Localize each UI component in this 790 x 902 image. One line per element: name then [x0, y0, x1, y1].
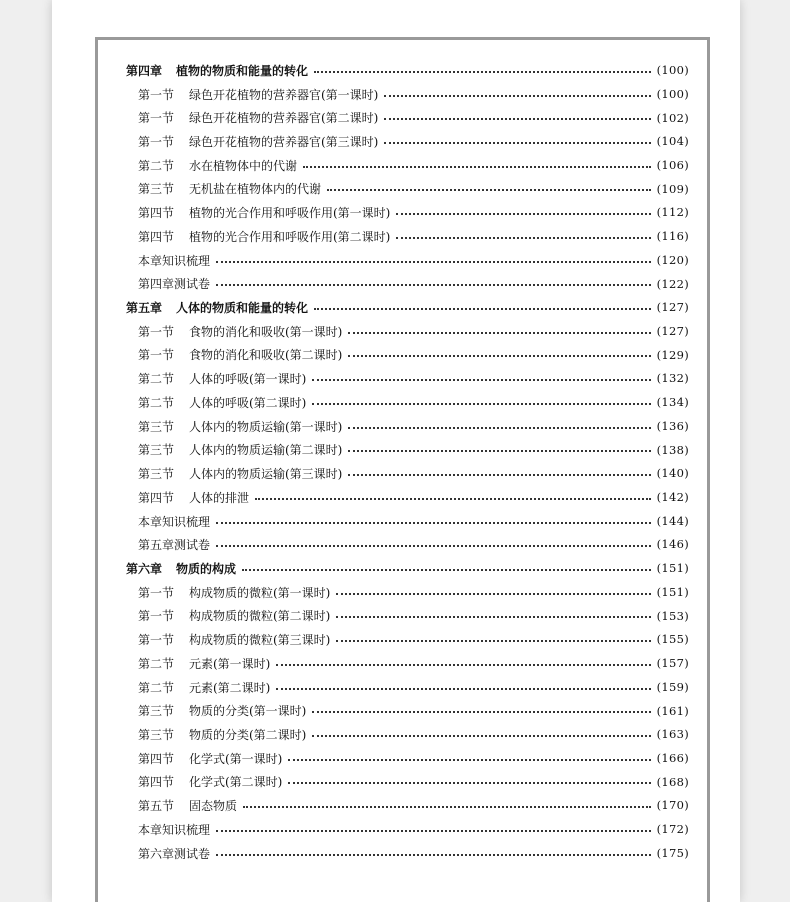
toc-section-entry[interactable]: [126, 320, 689, 344]
toc-section-entry[interactable]: [126, 201, 689, 225]
dot-leader: [216, 284, 651, 286]
toc-section-entry[interactable]: [126, 154, 689, 178]
toc-entry-number: 第五章: [126, 301, 163, 316]
toc-entry-number: 第五节: [138, 799, 175, 814]
dot-leader: [255, 498, 651, 500]
toc-section-entry[interactable]: [126, 676, 689, 700]
toc-entry-number: 第一节: [138, 348, 175, 363]
toc-entry-title: 人体的物质和能量的转化: [176, 301, 309, 316]
dot-leader: [348, 332, 650, 334]
dot-leader: [396, 213, 650, 215]
toc-page-number: (129): [656, 347, 689, 362]
toc-page-number: (168): [656, 774, 689, 789]
toc-page-number: (127): [656, 300, 689, 315]
toc-page-number: (134): [656, 395, 689, 410]
toc-page-number: (142): [656, 490, 689, 505]
dot-leader: [288, 759, 650, 761]
dot-leader: [312, 735, 650, 737]
toc-page-number: (127): [656, 324, 689, 339]
toc-page-number: (159): [656, 679, 689, 694]
toc-entry-number: 第三节: [138, 727, 175, 742]
toc-section-entry[interactable]: [126, 699, 689, 723]
dot-leader: [327, 189, 651, 191]
toc-entry-title: 人体的呼吸(第二课时): [189, 395, 307, 410]
toc-entry-number: 第三节: [138, 443, 175, 458]
toc-entry-title: 绿色开花植物的营养器官(第三课时): [189, 135, 379, 150]
toc-page-number: (153): [656, 608, 689, 623]
toc-entry-title: 化学式(第一课时): [189, 751, 283, 766]
toc-page-number: (102): [656, 110, 689, 125]
toc-entry-number: 第二节: [138, 656, 175, 671]
toc-section-entry[interactable]: [126, 794, 689, 818]
dot-leader: [348, 355, 650, 357]
toc-entry-title: 食物的消化和吸收(第二课时): [189, 348, 343, 363]
toc-entry-title: 第五章测试卷: [138, 538, 211, 553]
toc-entry-title: 本章知识梳理: [138, 253, 211, 268]
toc-chapter-entry[interactable]: [126, 59, 689, 83]
toc-entry-title: 第四章测试卷: [138, 277, 211, 292]
toc-section-entry[interactable]: [126, 106, 689, 130]
dot-leader: [312, 403, 650, 405]
dot-leader: [216, 261, 651, 263]
toc-section-entry[interactable]: [126, 83, 689, 107]
toc-entry-number: 第四节: [138, 229, 175, 244]
toc-page-number: (104): [656, 134, 689, 149]
toc-section-entry[interactable]: [126, 391, 689, 415]
toc-entry-title: 植物的物质和能量的转化: [176, 63, 309, 78]
dot-leader: [336, 616, 650, 618]
toc-page-number: (166): [656, 750, 689, 765]
toc-entry-number: 第二节: [138, 372, 175, 387]
toc-entry-number: 第四节: [138, 775, 175, 790]
dot-leader: [312, 711, 650, 713]
toc-entry-title: 无机盐在植物体内的代谢: [189, 182, 322, 197]
toc-section-entry[interactable]: [126, 628, 689, 652]
toc-page-number: (109): [656, 181, 689, 196]
toc-entry-number: 第四节: [138, 206, 175, 221]
toc-entry-number: 第一节: [138, 324, 175, 339]
toc-entry-title: 人体的呼吸(第一课时): [189, 372, 307, 387]
toc-section-entry[interactable]: [126, 581, 689, 605]
toc-entry-title: 植物的光合作用和呼吸作用(第一课时): [189, 206, 391, 221]
toc-section-entry[interactable]: [126, 652, 689, 676]
dot-leader: [276, 664, 650, 666]
toc-section-entry[interactable]: [126, 510, 689, 534]
toc-page-number: (100): [656, 86, 689, 101]
toc-page-number: (140): [656, 466, 689, 481]
dot-leader: [348, 427, 650, 429]
toc-entry-number: 第三节: [138, 419, 175, 434]
dot-leader: [303, 166, 651, 168]
toc-entry-title: 绿色开花植物的营养器官(第一课时): [189, 87, 379, 102]
dot-leader: [348, 474, 650, 476]
toc-section-entry[interactable]: [126, 533, 689, 557]
toc-entry-title: 人体内的物质运输(第一课时): [189, 419, 343, 434]
toc-page-number: (100): [656, 63, 689, 78]
toc-entry-number: 第三节: [138, 467, 175, 482]
toc-section-entry[interactable]: [126, 272, 689, 296]
toc-page-number: (144): [656, 513, 689, 528]
toc-entry-number: 第二节: [138, 158, 175, 173]
toc-page-number: (112): [656, 205, 689, 220]
toc-entry-title: 元素(第一课时): [189, 656, 271, 671]
toc-entry-title: 植物的光合作用和呼吸作用(第二课时): [189, 229, 391, 244]
toc-entry-title: 第六章测试卷: [138, 846, 211, 861]
toc-entry-number: 第一节: [138, 633, 175, 648]
toc-section-entry[interactable]: [126, 842, 689, 866]
toc-page-number: (132): [656, 371, 689, 386]
toc-chapter-entry[interactable]: [126, 296, 689, 320]
toc-page-number: (175): [656, 845, 689, 860]
toc-page-number: (170): [656, 798, 689, 813]
toc-section-entry[interactable]: [126, 225, 689, 249]
toc-entry-number: 第一节: [138, 585, 175, 600]
dot-leader: [384, 95, 650, 97]
toc-entry-title: 物质的分类(第一课时): [189, 704, 307, 719]
toc-section-entry[interactable]: [126, 486, 689, 510]
toc-entry-title: 固态物质: [189, 799, 238, 814]
toc-page-number: (122): [656, 276, 689, 291]
dot-leader: [384, 118, 650, 120]
toc-entry-number: 第一节: [138, 87, 175, 102]
dot-leader: [216, 830, 651, 832]
toc-page-number: (120): [656, 252, 689, 267]
toc-entry-number: 第三节: [138, 182, 175, 197]
dot-leader: [276, 688, 650, 690]
toc-entry-title: 人体内的物质运输(第二课时): [189, 443, 343, 458]
toc-entry-number: 第二节: [138, 680, 175, 695]
dot-leader: [384, 142, 650, 144]
toc-page-number: (151): [656, 561, 689, 576]
toc-entry-title: 本章知识梳理: [138, 514, 211, 529]
toc-section-entry[interactable]: [126, 723, 689, 747]
toc-entry-number: 第六章: [126, 561, 163, 576]
toc-entry-title: 化学式(第二课时): [189, 775, 283, 790]
toc-section-entry[interactable]: [126, 249, 689, 273]
toc-section-entry[interactable]: [126, 439, 689, 463]
dot-leader: [243, 806, 651, 808]
toc-entry-number: 第一节: [138, 609, 175, 624]
dot-leader: [242, 569, 651, 571]
toc-section-entry[interactable]: [126, 605, 689, 629]
toc-entry-number: 第二节: [138, 395, 175, 410]
toc-page-number: (155): [656, 632, 689, 647]
toc-page-number: (138): [656, 442, 689, 457]
toc-entry-title: 物质的分类(第二课时): [189, 727, 307, 742]
toc-entry-title: 构成物质的微粒(第二课时): [189, 609, 331, 624]
toc-page-number: (163): [656, 727, 689, 742]
table-of-contents: [126, 59, 689, 865]
toc-section-entry[interactable]: [126, 462, 689, 486]
toc-entry-number: 第一节: [138, 135, 175, 150]
toc-entry-title: 构成物质的微粒(第一课时): [189, 585, 331, 600]
toc-section-entry[interactable]: [126, 178, 689, 202]
toc-page-number: (146): [656, 537, 689, 552]
toc-section-entry[interactable]: [126, 367, 689, 391]
toc-page-number: (116): [656, 229, 689, 244]
toc-page-number: (106): [656, 157, 689, 172]
toc-section-entry[interactable]: [126, 818, 689, 842]
toc-entry-title: 水在植物体中的代谢: [189, 158, 298, 173]
toc-page-number: (136): [656, 418, 689, 433]
toc-section-entry[interactable]: [126, 130, 689, 154]
toc-entry-title: 本章知识梳理: [138, 822, 211, 837]
toc-page-number: (151): [656, 584, 689, 599]
dot-leader: [336, 593, 650, 595]
dot-leader: [216, 522, 651, 524]
toc-entry-number: 第四章: [126, 63, 163, 78]
dot-leader: [396, 237, 650, 239]
toc-chapter-entry[interactable]: [126, 557, 689, 581]
toc-entry-title: 人体内的物质运输(第三课时): [189, 467, 343, 482]
toc-entry-number: 第四节: [138, 751, 175, 766]
dot-leader: [348, 450, 650, 452]
toc-entry-number: 第一节: [138, 111, 175, 126]
toc-section-entry[interactable]: [126, 771, 689, 795]
toc-section-entry[interactable]: [126, 747, 689, 771]
toc-entry-title: 元素(第二课时): [189, 680, 271, 695]
toc-section-entry[interactable]: [126, 415, 689, 439]
toc-entry-title: 物质的构成: [176, 561, 237, 576]
toc-entry-number: 第三节: [138, 704, 175, 719]
dot-leader: [314, 71, 651, 73]
dot-leader: [314, 308, 651, 310]
dot-leader: [288, 782, 650, 784]
toc-page-number: (157): [656, 656, 689, 671]
toc-entry-title: 食物的消化和吸收(第一课时): [189, 324, 343, 339]
toc-page-number: (172): [656, 822, 689, 837]
dot-leader: [216, 545, 651, 547]
dot-leader: [336, 640, 650, 642]
toc-page-number: (161): [656, 703, 689, 718]
toc-section-entry[interactable]: [126, 344, 689, 368]
toc-entry-number: 第四节: [138, 490, 175, 505]
dot-leader: [216, 854, 651, 856]
toc-entry-title: 绿色开花植物的营养器官(第二课时): [189, 111, 379, 126]
dot-leader: [312, 379, 650, 381]
toc-entry-title: 构成物质的微粒(第三课时): [189, 633, 331, 648]
toc-entry-title: 人体的排泄: [189, 490, 250, 505]
